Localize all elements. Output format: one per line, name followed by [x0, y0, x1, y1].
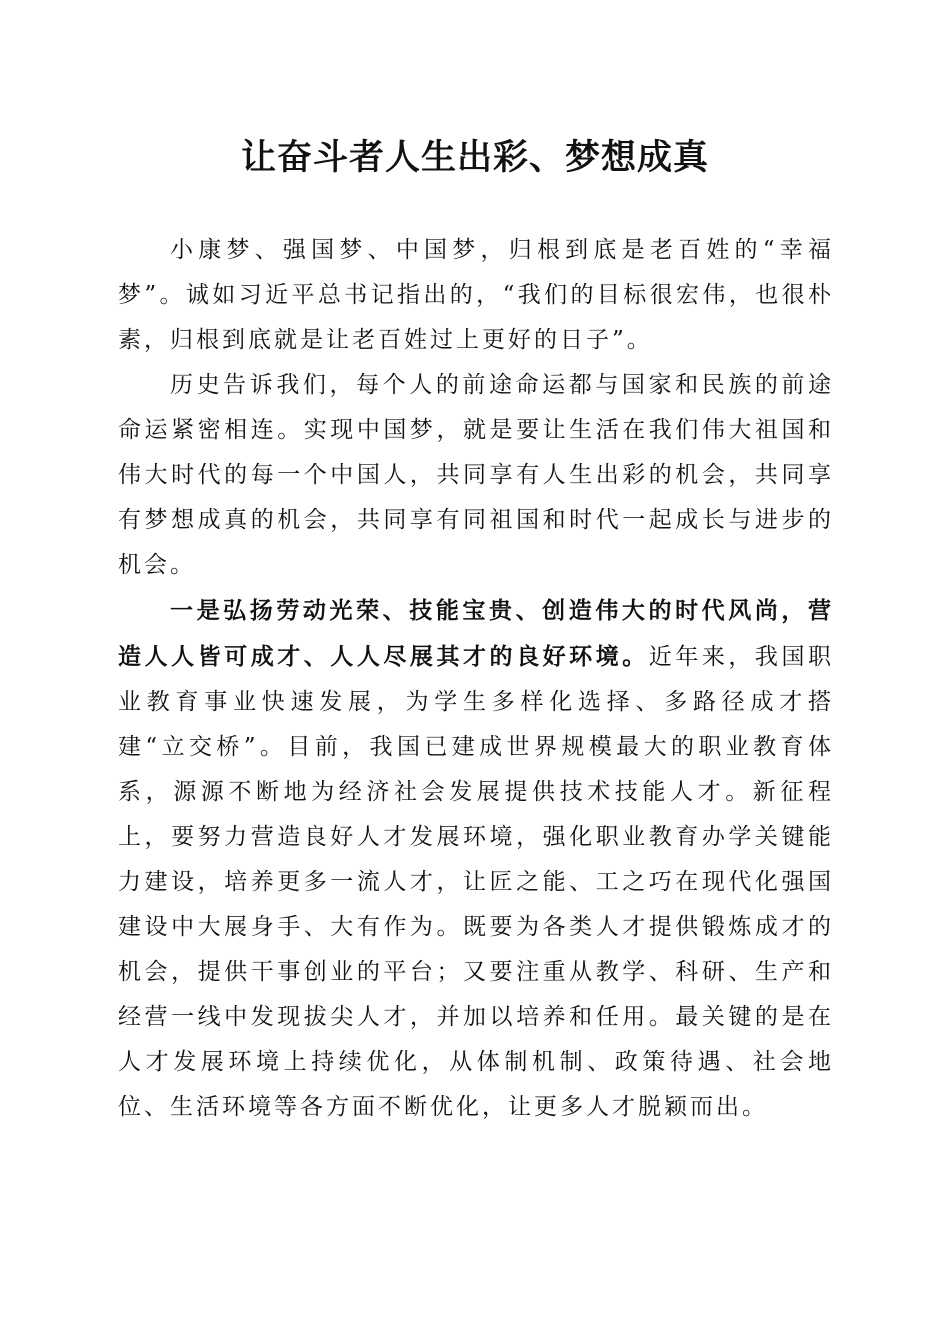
document-title: 让奋斗者人生出彩、梦想成真	[240, 137, 709, 178]
paragraph-point-one	[118, 588, 834, 1130]
paragraph-text: 小康梦、强国梦、中国梦，归根到底是老百姓的“幸福梦”。诚如习近平总书记指出的，“我们的目标很宏伟，也很朴素，归根到底就是让老百姓过上更好的日子”。	[118, 237, 834, 353]
paragraph-text: 历史告诉我们，每个人的前途命运都与国家和民族的前途命运紧密相连。实现中国梦，就是要让生活在我们伟大祖国和伟大时代的每一个中国人，共同享有人生出彩的机会，共同享有梦想成真的机会，共同享有同祖国和时代一起成长与进步的机会。	[118, 372, 834, 578]
paragraph-text: 近年来，我国职业教育事业快速发展，为学生多样化选择、多路径成才搭建“立交桥”。目前，我国已建成世界规模最大的职业教育体系，源源不断地为经济社会发展提供技术技能人才。新征程上，要努力营造良好人才发展环境，强化职业教育办学关键能力建设，培养更多一流人才，让匠之能、工之巧在现代化强国建设中大展身手、大有作为。既要为各类人才提供锻炼成才的机会，提供干事创业的平台；又要注重从教学、科研、生产和经营一线中发现拔尖人才，并加以培养和任用。最关键的是在人才发展环境上持续优化，从体制机制、政策待遇、社会地位、生活环境等各方面不断优化，让更多人才脱颖而出。	[118, 644, 835, 1120]
paragraph-lead-sentence: 一是弘扬劳动光荣、技能宝贵、创造伟大的时代风尚，营造人人皆可成才、人人尽展其才的良好环境。	[118, 597, 834, 670]
paragraph-intro	[118, 228, 834, 363]
paragraph-history	[118, 363, 834, 588]
document-body	[118, 228, 834, 1130]
